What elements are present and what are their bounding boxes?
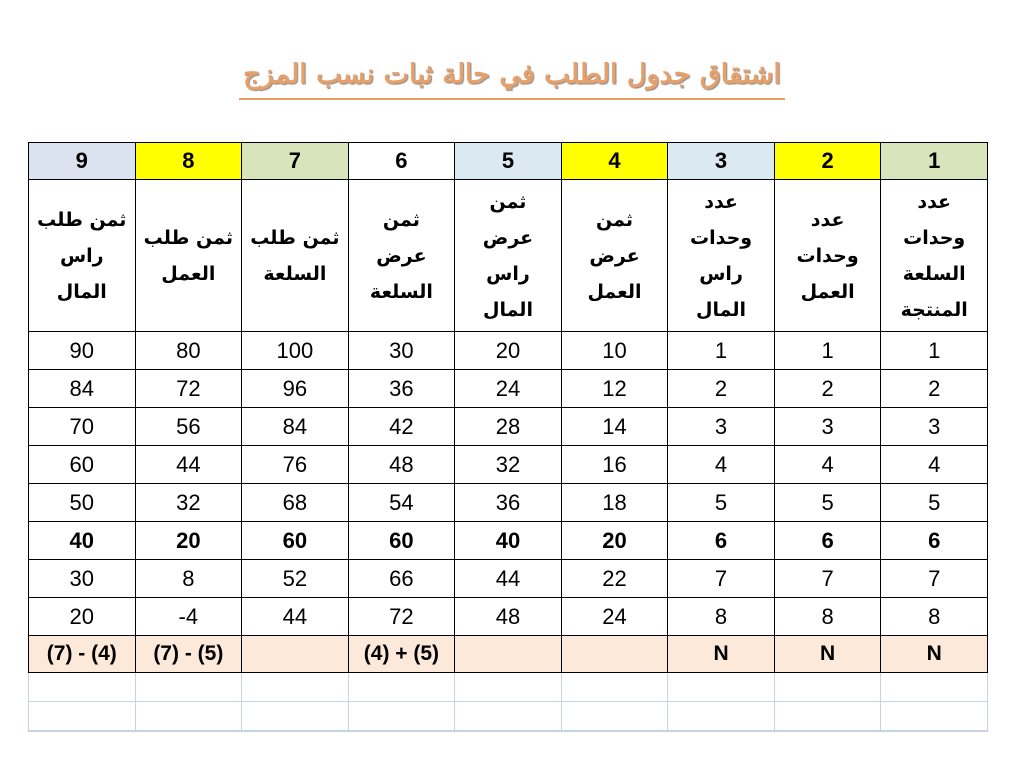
table-row <box>29 332 988 370</box>
table-cell: 2 <box>774 370 881 408</box>
table-cell: 36 <box>348 370 455 408</box>
empty-cell <box>668 673 775 702</box>
table-cell: 68 <box>242 484 349 522</box>
empty-cell <box>242 702 349 732</box>
empty-cell <box>774 702 881 732</box>
table-row <box>29 408 988 446</box>
table-cell: 90 <box>29 332 136 370</box>
table-cell: 22 <box>561 560 668 598</box>
table-cell: 84 <box>242 408 349 446</box>
table-cell: 18 <box>561 484 668 522</box>
page-title: اشتقاق جدول الطلب في حالة ثبات نسب المزج <box>239 56 785 100</box>
column-header-row <box>29 180 988 332</box>
table-cell: 60 <box>29 446 136 484</box>
table-row <box>29 370 988 408</box>
table-cell: 28 <box>455 408 562 446</box>
formula-row <box>29 636 988 673</box>
empty-cell <box>29 673 136 702</box>
table-cell: 60 <box>348 522 455 560</box>
table-cell: 1 <box>881 332 988 370</box>
table-cell: 56 <box>135 408 242 446</box>
table-cell: 6 <box>774 522 881 560</box>
table-cell: 20 <box>135 522 242 560</box>
table-cell: 20 <box>29 598 136 636</box>
empty-cell <box>668 702 775 732</box>
page-title-wrap <box>0 56 1024 100</box>
empty-row <box>29 673 988 702</box>
table-cell: 42 <box>348 408 455 446</box>
table-cell: 76 <box>242 446 349 484</box>
empty-cell <box>135 702 242 732</box>
empty-cell <box>881 673 988 702</box>
formula-cell: (7) - (5) <box>135 636 242 673</box>
table-cell: 8 <box>881 598 988 636</box>
table-cell: 84 <box>29 370 136 408</box>
table-cell: 80 <box>135 332 242 370</box>
empty-cell <box>561 702 668 732</box>
demand-table <box>28 142 988 732</box>
table-cell: 36 <box>455 484 562 522</box>
table-cell: 70 <box>29 408 136 446</box>
column-header-cell: عدد وحدات راس المال <box>668 180 775 332</box>
table-cell: 66 <box>348 560 455 598</box>
column-number-cell: 1 <box>881 143 988 180</box>
empty-cell <box>29 702 136 732</box>
table-cell: -4 <box>135 598 242 636</box>
table-cell: 8 <box>668 598 775 636</box>
table-cell: 3 <box>774 408 881 446</box>
empty-cell <box>135 673 242 702</box>
column-header-cell: ثمن طلب العمل <box>135 180 242 332</box>
table-cell: 1 <box>668 332 775 370</box>
table-cell: 2 <box>668 370 775 408</box>
table-cell: 20 <box>561 522 668 560</box>
table-cell: 100 <box>242 332 349 370</box>
formula-cell: (7) - (4) <box>29 636 136 673</box>
table-cell: 40 <box>455 522 562 560</box>
table-cell: 44 <box>455 560 562 598</box>
column-header-cell: ثمن عرض راس المال <box>455 180 562 332</box>
table-cell: 8 <box>774 598 881 636</box>
empty-cell <box>348 673 455 702</box>
column-header-cell: ثمن عرض العمل <box>561 180 668 332</box>
column-number-cell: 2 <box>774 143 881 180</box>
table-cell: 8 <box>135 560 242 598</box>
demand-table-body <box>29 143 988 732</box>
empty-cell <box>561 673 668 702</box>
column-number-cell: 7 <box>242 143 349 180</box>
table-cell: 10 <box>561 332 668 370</box>
table-cell: 96 <box>242 370 349 408</box>
table-cell: 7 <box>668 560 775 598</box>
table-cell: 30 <box>29 560 136 598</box>
table-cell: 4 <box>774 446 881 484</box>
empty-row <box>29 702 988 732</box>
formula-cell <box>242 636 349 673</box>
table-cell: 52 <box>242 560 349 598</box>
formula-cell <box>561 636 668 673</box>
table-cell: 44 <box>135 446 242 484</box>
column-number-cell: 9 <box>29 143 136 180</box>
table-cell: 5 <box>774 484 881 522</box>
table-cell: 48 <box>455 598 562 636</box>
table-cell: 54 <box>348 484 455 522</box>
empty-cell <box>774 673 881 702</box>
column-header-cell: ثمن طلب السلعة <box>242 180 349 332</box>
column-number-cell: 8 <box>135 143 242 180</box>
table-cell: 1 <box>774 332 881 370</box>
table-row <box>29 522 988 560</box>
table-cell: 24 <box>561 598 668 636</box>
table-cell: 6 <box>668 522 775 560</box>
table-cell: 48 <box>348 446 455 484</box>
table-cell: 32 <box>455 446 562 484</box>
table-cell: 20 <box>455 332 562 370</box>
column-header-cell: ثمن طلب راس المال <box>29 180 136 332</box>
table-cell: 6 <box>881 522 988 560</box>
empty-cell <box>455 702 562 732</box>
table-cell: 7 <box>774 560 881 598</box>
table-cell: 50 <box>29 484 136 522</box>
table-cell: 60 <box>242 522 349 560</box>
table-row <box>29 560 988 598</box>
column-header-cell: عدد وحدات السلعة المنتجة <box>881 180 988 332</box>
table-cell: 16 <box>561 446 668 484</box>
table-row <box>29 446 988 484</box>
column-header-cell: عدد وحدات العمل <box>774 180 881 332</box>
column-number-cell: 5 <box>455 143 562 180</box>
table-cell: 24 <box>455 370 562 408</box>
formula-cell: N <box>774 636 881 673</box>
table-cell: 4 <box>668 446 775 484</box>
table-cell: 3 <box>668 408 775 446</box>
table-cell: 72 <box>348 598 455 636</box>
table-cell: 72 <box>135 370 242 408</box>
column-number-cell: 6 <box>348 143 455 180</box>
table-row <box>29 598 988 636</box>
column-header-cell: ثمن عرض السلعة <box>348 180 455 332</box>
empty-cell <box>242 673 349 702</box>
table-cell: 5 <box>668 484 775 522</box>
table-cell: 44 <box>242 598 349 636</box>
table-cell: 5 <box>881 484 988 522</box>
table-cell: 2 <box>881 370 988 408</box>
table-cell: 4 <box>881 446 988 484</box>
table-row <box>29 484 988 522</box>
empty-cell <box>455 673 562 702</box>
table-cell: 30 <box>348 332 455 370</box>
column-number-row <box>29 143 988 180</box>
table-cell: 14 <box>561 408 668 446</box>
formula-cell: N <box>881 636 988 673</box>
formula-cell <box>455 636 562 673</box>
table-cell: 12 <box>561 370 668 408</box>
table-cell: 40 <box>29 522 136 560</box>
column-number-cell: 3 <box>668 143 775 180</box>
table-cell: 3 <box>881 408 988 446</box>
table-cell: 7 <box>881 560 988 598</box>
empty-cell <box>348 702 455 732</box>
table-cell: 32 <box>135 484 242 522</box>
empty-cell <box>881 702 988 732</box>
formula-cell: N <box>668 636 775 673</box>
formula-cell: (4) + (5) <box>348 636 455 673</box>
column-number-cell: 4 <box>561 143 668 180</box>
